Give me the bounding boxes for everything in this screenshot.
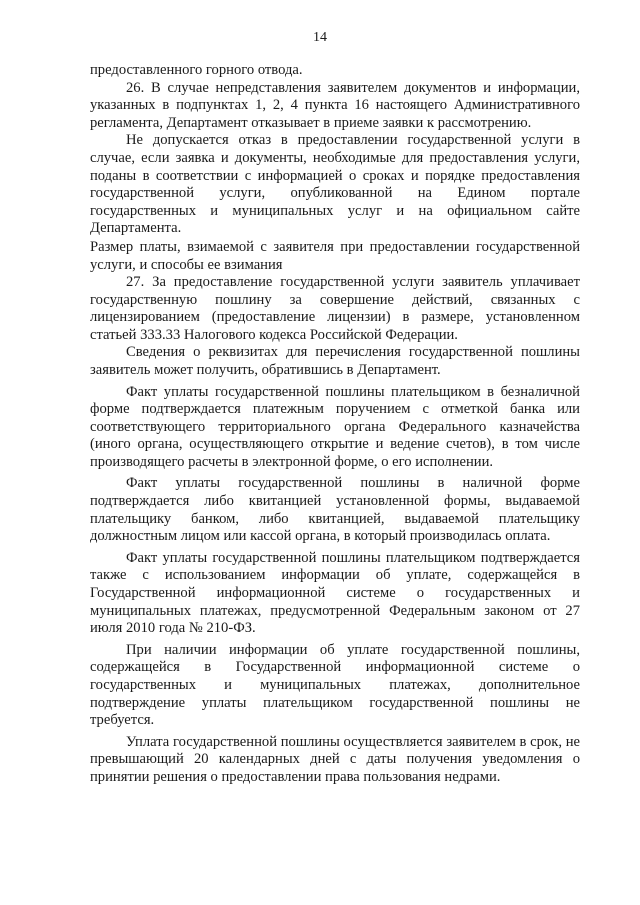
paragraph-27: 27. За предоставление государственной услуги заявитель уплачивает государственную пошлину за совершение действий, связанных с лицензированием (предоставление лицензии) в размере, установленном статьей 333.33 Налогового кодекса Российской Федерации. bbox=[90, 273, 580, 343]
paragraph-cash-payment: Факт уплаты государственной пошлины в наличной форме подтверждается либо квитанцией установленной формы, выдаваемой плательщику банком, либо квитанцией, выдаваемой плательщику должностным лицом или кассой органа, в который производилась оплата. bbox=[90, 475, 580, 545]
paragraph-requisites: Сведения о реквизитах для перечисления государственной пошлины заявитель может получить, обратившись в Департамент. bbox=[90, 344, 580, 378]
paragraph-26: 26. В случае непредставления заявителем документов и информации, указанных в подпунктах 1, 2, 4 пункта 16 настоящего Административного регламента, Департамент отказывает в приеме заявки к рассмотрению. bbox=[90, 79, 580, 131]
paragraph-cashless-payment: Факт уплаты государственной пошлины плательщиком в безналичной форме подтверждается платежным поручением с отметкой банка или соответствующего территориального органа Федерального казначейства (иного органа, осуществляющего открытие и ведение счетов), в том числе производящего расчеты в электронной форме, о его исполнении. bbox=[90, 383, 580, 470]
document-body bbox=[90, 62, 580, 787]
paragraph-continuation: предоставленного горного отвода. bbox=[90, 62, 303, 78]
paragraph-no-confirmation-required: При наличии информации об уплате государственной пошлины, содержащейся в Государственной информационной системе о государственных и муниципальных платежах, дополнительное подтверждение уплаты плательщиком государственной пошлины не требуется. bbox=[90, 641, 580, 729]
page-number: 14 bbox=[313, 30, 327, 45]
section-heading: Размер платы, взимаемой с заявителя при предоставлении государственной услуги, и способы ее взимания bbox=[90, 238, 580, 273]
paragraph-gis-payment: Факт уплаты государственной пошлины плательщиком подтверждается также с использованием информации об уплате, содержащейся в Государственной информационной системе о государственных и муниципальных платежах, предусмотренной Федеральным законом от 27 июля 2010 года № 210-ФЗ. bbox=[90, 549, 580, 637]
paragraph-payment-deadline: Уплата государственной пошлины осуществляется заявителем в срок, не превышающий 20 календарных дней с даты получения уведомления о принятии решения о предоставлении права пользования недрами. bbox=[90, 733, 580, 785]
paragraph-refusal-not-allowed: Не допускается отказ в предоставлении государственной услуги в случае, если заявка и документы, необходимые для предоставления услуги, поданы в соответствии с информацией о сроках и порядке предоставления государственной услуги, опубликованной на Едином портале государственных и муниципальных услуг и на официальном сайте Департамента. bbox=[90, 132, 580, 237]
